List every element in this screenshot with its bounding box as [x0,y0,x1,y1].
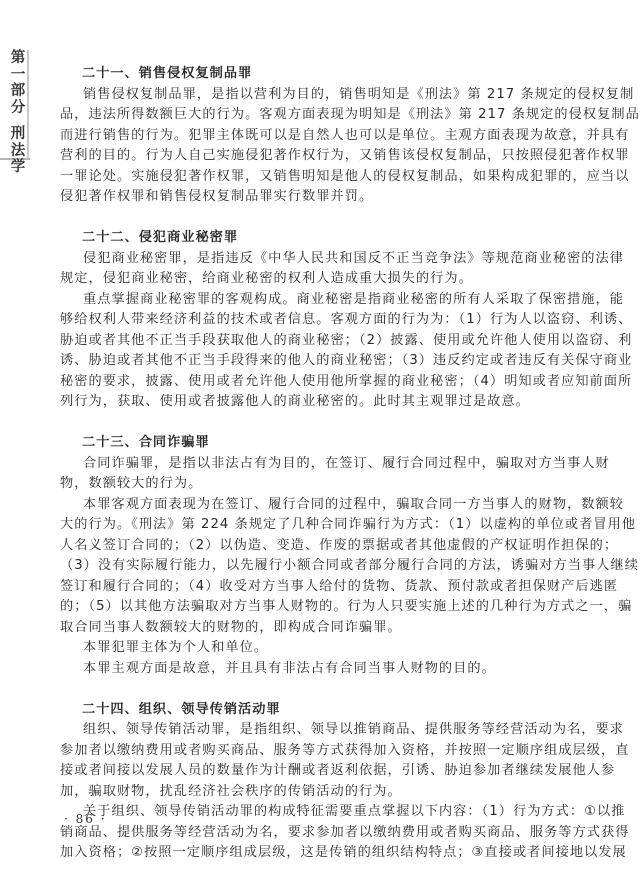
text-line: 接或者间接以发展人员的数量作为计酬或者返利依据，引诱、胁迫参加者继续发展他人参 [60,763,616,778]
text-line: 列行为，获取、使用或者披露他人的商业秘密的。此时其主观罪过是故意。 [60,394,530,409]
side-tab-char: 法 [10,142,26,159]
text-line: 本罪客观方面表现为在签订、履行合同的过程中，骗取合同一方当事人的财物，数额较 [83,496,625,512]
side-tab-char: 一 [10,66,26,83]
text-line: 营利的目的。行为人自己实施侵犯著作权行为，又销售该侵权复制品，只按照侵犯著作权罪 [60,148,630,163]
section-spacer [60,413,605,434]
text-line: 加入资格；②按照一定顺序组成层级，这是传销的组织结构特点；③直接或者间接地以发展 [60,845,627,860]
text-line: 品，违法所得数额巨大的行为。客观方面表现为明知是《刑法》第 217 条规定的侵权复制品 [60,107,640,122]
side-tab-chapter-label [8,50,28,176]
text-line: 本罪主观方面是故意，并且具有非法占有合同当事人财物的目的。 [83,660,496,676]
side-tab-char: 刑 [10,126,26,142]
text-line: 大的行为。《刑法》第 224 条规定了几种合同诈骗行为方式：（1）以虚构的单位或者冒用他 [60,517,637,532]
section-heading: 二十三、合同诈骗罪 [82,435,210,450]
text-line: 够给权利人带来经济利益的技术或者信息。客观方面的行为为：（1）行为人以盗窃、利诱、 [60,312,633,327]
section [60,64,640,228]
side-tab-char: 部 [10,83,26,99]
page-body [60,64,640,864]
text-line: 重点掌握商业秘密罪的客观构成。商业秘密是指商业秘密的所有人采取了保密措施，能 [83,291,625,307]
text-line: 物，数额较大的行为。 [60,476,203,491]
section [60,228,633,433]
text-line: 胁迫或者其他不正当手段获取他人的商业秘密；（2）披露、使用或允许他人使用以盗窃、利 [60,332,633,348]
section-spacer [60,208,605,229]
side-tab-char: 学 [10,159,26,175]
text-line: 销商品、提供服务等经营活动为名，要求参加者以缴纳费用或者购买商品、服务等方式获得 [60,824,630,840]
section-heading: 二十二、侵犯商业秘密罪 [82,230,239,245]
text-line: 一罪论处。实施侵犯著作权罪，又销售明知是他人的侵权复制品，如果构成犯罪的，应当以 [60,168,630,184]
text-line: 秘密的要求，披露、使用或者允许他人使用他所掌握的商业秘密；（4）明知或者应知前面所 [60,373,633,389]
text-line: 人名义签订合同的；（2）以伪造、变造、作废的票据或者其他虚假的产权证明作担保的； [60,537,619,553]
text-line: （3）没有实际履行能力，以先履行小额合同或者部分履行合同的方法，诱骗对方当事人继续 [60,558,639,573]
text-line: 侵犯著作权罪和销售侵权复制品罪实行数罪并罚。 [60,189,374,204]
section [60,433,639,700]
text-line: 关于组织、领导传销活动罪的构成特征需要重点掌握以下内容：（1）行为方式：①以推 [83,804,626,819]
text-line: 取合同当事人数额较大的财物的，即构成合同诈骗罪。 [60,619,402,635]
section-heading: 二十一、销售侵权复制品罪 [82,66,253,81]
text-line: 签订和履行合同的；（4）收受对方当事人给付的货物、货款、预付款或者担保财产后逃匿 [60,578,619,594]
text-line: 组织、领导传销活动罪，是指组织、领导以推销商品、提供服务等经营活动为名，要求 [83,722,625,737]
text-line: 销售侵权复制品罪，是指以营利为目的，销售明知是《刑法》第 217 条规定的侵权复制 [83,86,635,102]
section-heading: 二十四、组织、领导传销活动罪 [82,701,281,717]
text-line: 参加者以缴纳费用或者购买商品、服务等方式获得加入资格，并按照一定顺序组成层级，直 [60,742,630,758]
text-line: 诱、胁迫或者其他不正当手段得来的他人的商业秘密；（3）违反约定或者违反有关保守商业 [60,353,633,368]
text-line: 的；（5）以其他方法骗取对方当事人财物的。行为人只要实施上述的几种行为方式之一，骗 [60,599,633,614]
section-spacer [60,679,605,700]
side-tab-char: 第 [10,50,26,66]
section [60,700,630,864]
text-line: 规定，侵犯商业秘密，给商业秘密的权利人造成重大损失的行为。 [60,271,473,286]
page-number: · 86 · [64,812,107,826]
text-line: 侵犯商业秘密罪，是指违反《中华人民共和国反不正当竞争法》等规范商业秘密的法律 [83,250,625,266]
text-line: 而进行销售的行为。犯罪主体既可以是自然人也可以是单位。主观方面表现为故意，并具有 [60,127,630,143]
text-line: 本罪犯罪主体为个人和单位。 [83,640,269,655]
text-line: 合同诈骗罪，是指以非法占有为目的，在签订、履行合同过程中，骗取对方当事人财 [83,455,610,471]
text-line: 加，骗取财物，扰乱经济社会秩序的传销活动的行为。 [60,783,402,799]
side-tab-char: 分 [10,99,26,116]
